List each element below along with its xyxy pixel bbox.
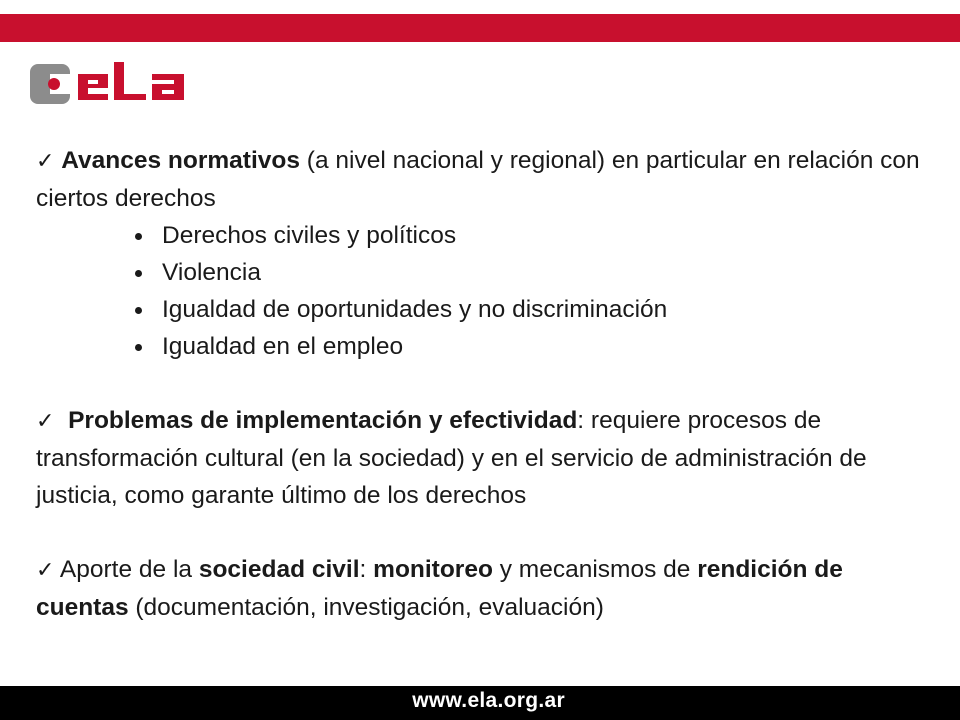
checkmark-icon: ✓	[36, 409, 55, 434]
top-accent-bar	[0, 14, 960, 42]
list-item: Igualdad de oportunidades y no discriminación	[132, 291, 936, 328]
item-aporte-text: y mecanismos de	[492, 556, 698, 583]
item-aporte	[36, 551, 936, 626]
item-problemas-bold: Problemas de implementación y efectividad	[68, 407, 578, 434]
item-avances-bold: Avances normativos	[61, 147, 300, 174]
ela-logo	[28, 60, 208, 110]
item-aporte-text: Aporte de la	[59, 556, 199, 583]
checkmark-icon: ✓	[36, 149, 55, 174]
list-item: Derechos civiles y políticos	[132, 217, 936, 254]
list-item: Violencia	[132, 254, 936, 291]
list-item: Igualdad en el empleo	[132, 328, 936, 365]
item-aporte-text: (documentación, investigación, evaluación)	[128, 594, 604, 621]
item-avances-text: (a nivel nacional y regional) en particular en relación con ciertos derechos	[36, 147, 920, 212]
item-avances	[36, 142, 936, 217]
slide-body	[36, 142, 936, 626]
footer-url: www.ela.org.ar	[412, 689, 565, 712]
item-aporte-bold: sociedad civil	[198, 556, 360, 583]
item-problemas	[36, 402, 936, 514]
item-aporte-bold: monitoreo	[373, 556, 493, 583]
checkmark-icon: ✓	[36, 558, 55, 583]
item-problemas-text: : requiere procesos de transformación cultural (en la sociedad) y en el servicio de administración de justicia, como garante último de los derechos	[36, 407, 867, 509]
footer-bar	[0, 686, 960, 720]
rights-list	[36, 217, 936, 365]
item-aporte-bold: rendición de cuentas	[36, 556, 843, 621]
item-aporte-text: :	[359, 556, 374, 583]
